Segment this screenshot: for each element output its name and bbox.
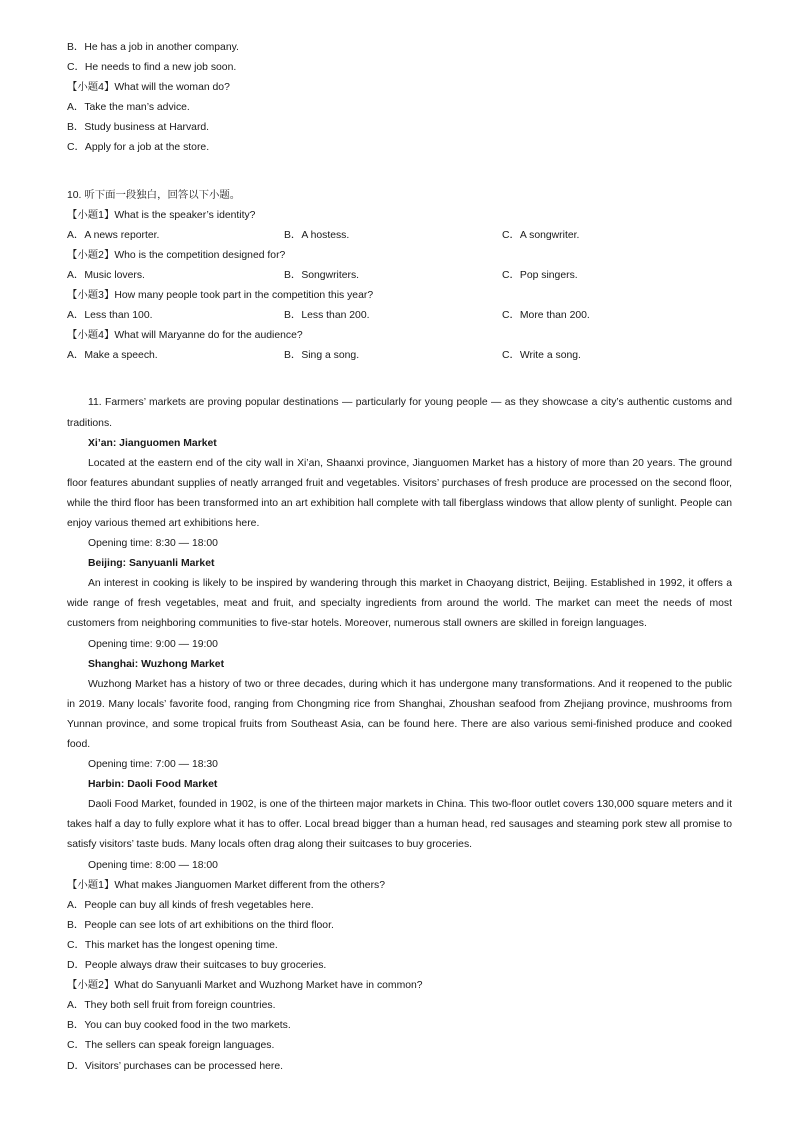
q11-sub2-option-a: A．They both sell fruit from foreign countries. bbox=[67, 1000, 276, 1012]
option-a: A．Make a speech. bbox=[67, 350, 158, 362]
q9-sub4-option-c: C．Apply for a job at the store. bbox=[67, 142, 210, 154]
market-hours-beijing: Opening time: 9:00 — 19:00 bbox=[88, 638, 218, 650]
q11-sub1-option-c: C．This market has the longest opening time. bbox=[67, 939, 278, 951]
q9-sub4-option-a: A．Take the man’s advice. bbox=[67, 102, 190, 114]
option-b: B．A hostess. bbox=[284, 229, 350, 241]
option-c: C．A songwriter. bbox=[502, 229, 580, 241]
market-body-beijing: An interest in cooking is likely to be inspired by wandering through this market in Chaoyang district, Beijing. Established in 1992, it offers a wide range of fresh vegetables, meat and fruit, and specialty ingredients from around the world. The market can meet the needs of most customers from neighboring communities to five-star hotels. Moreover, numerous stall owners are skilled in foreign languages. bbox=[67, 578, 732, 630]
market-body-harbin: Daoli Food Market, founded in 1902, is one of the thirteen major markets in China. This two-floor outlet covers 130,000 square meters and it takes half a day to fully explore what it has to offer. Local bread bigger than a human head, red sausages and steaming pork stew all promise to satisfy visitors’ taste buds. Many locals often drag along their suitcases to buy groceries. bbox=[67, 799, 732, 851]
q11-sub2-option-d: D．Visitors’ purchases can be processed here. bbox=[67, 1060, 284, 1072]
option-a: A．A news reporter. bbox=[67, 229, 160, 241]
q10-sub4-question: 【小题4】What will Maryanne do for the audience? bbox=[67, 330, 303, 342]
q11-intro: 11. Farmers’ markets are proving popular destinations — particularly for young people — as they showcase a city’s authentic customs and traditions. bbox=[67, 397, 732, 429]
option-c: C．More than 200. bbox=[502, 310, 590, 322]
q11-sub1-question: 【小题1】What makes Jianguomen Market different from the others? bbox=[67, 879, 386, 891]
q9-sub4-question: 【小题4】What will the woman do? bbox=[67, 82, 230, 94]
q10-header: 10. 听下面一段独白，回答以下小题。 bbox=[67, 189, 241, 201]
q9-sub4-option-b: B．Study business at Harvard. bbox=[67, 122, 210, 134]
document-page bbox=[67, 38, 732, 1077]
q10-sub1-options bbox=[67, 226, 732, 246]
market-body-xian: Located at the eastern end of the city wall in Xi’an, Shaanxi province, Jianguomen Market has a history of more than 20 years. The ground floor features abundant supplies of neatly arranged fruit and vegetables. Visitors’ purchases of fresh produce are processed on the second floor, while the third floor has been transformed into an art exhibition hall complete with tall fiberglass windows that allow plenty of sunlight. People can enjoy various themed art exhibitions here. bbox=[67, 457, 732, 529]
q10-sub3-options bbox=[67, 306, 732, 326]
option-c: C．Write a song. bbox=[502, 350, 581, 362]
market-title-harbin: Harbin: Daoli Food Market bbox=[88, 779, 218, 791]
q9-option-c: C．He needs to find a new job soon. bbox=[67, 62, 237, 74]
option-a: A．Less than 100. bbox=[67, 310, 153, 322]
option-b: B．Sing a song. bbox=[284, 350, 360, 362]
q9-option-b: B．He has a job in another company. bbox=[67, 42, 239, 53]
option-c: C．Pop singers. bbox=[502, 269, 578, 281]
q10-sub1-question: 【小题1】What is the speaker’s identity? bbox=[67, 209, 256, 221]
market-title-shanghai: Shanghai: Wuzhong Market bbox=[88, 658, 225, 670]
q11-sub1-option-a: A．People can buy all kinds of fresh vegetables here. bbox=[67, 899, 314, 911]
q10-sub2-question: 【小题2】Who is the competition designed for? bbox=[67, 249, 286, 261]
option-a: A．Music lovers. bbox=[67, 269, 145, 281]
q11-sub2-option-b: B．You can buy cooked food in the two markets. bbox=[67, 1020, 291, 1032]
market-title-beijing: Beijing: Sanyuanli Market bbox=[88, 558, 215, 570]
market-hours-xian: Opening time: 8:30 — 18:00 bbox=[88, 538, 218, 550]
q10-sub3-question: 【小题3】How many people took part in the competition this year? bbox=[67, 290, 374, 302]
market-hours-shanghai: Opening time: 7:00 — 18:30 bbox=[88, 759, 218, 771]
market-hours-harbin: Opening time: 8:00 — 18:00 bbox=[88, 859, 218, 871]
q11-sub2-question: 【小题2】What do Sanyuanli Market and Wuzhong Market have in common? bbox=[67, 980, 423, 992]
option-b: B．Songwriters. bbox=[284, 269, 360, 281]
market-title-xian: Xi’an: Jianguomen Market bbox=[88, 437, 217, 449]
q11-sub1-option-b: B．People can see lots of art exhibitions on the third floor. bbox=[67, 919, 334, 931]
q11-sub2-option-c: C．The sellers can speak foreign languages. bbox=[67, 1040, 275, 1052]
q10-sub4-options bbox=[67, 346, 732, 366]
option-b: B．Less than 200. bbox=[284, 310, 370, 322]
q10-sub2-options bbox=[67, 266, 732, 286]
market-body-shanghai: Wuzhong Market has a history of two or three decades, during which it has undergone many transformations. And it reopened to the public in 2019. Many locals’ favorite food, ranging from Chongming rice from Shanghai, Zhoushan seafood from Zhejiang province, mushrooms from Yunnan province, and some tropical fruits from Southeast Asia, can be found here. There are also various semi-finished produce and cooked food. bbox=[67, 678, 732, 750]
q11-sub1-option-d: D．People always draw their suitcases to buy groceries. bbox=[67, 960, 327, 972]
